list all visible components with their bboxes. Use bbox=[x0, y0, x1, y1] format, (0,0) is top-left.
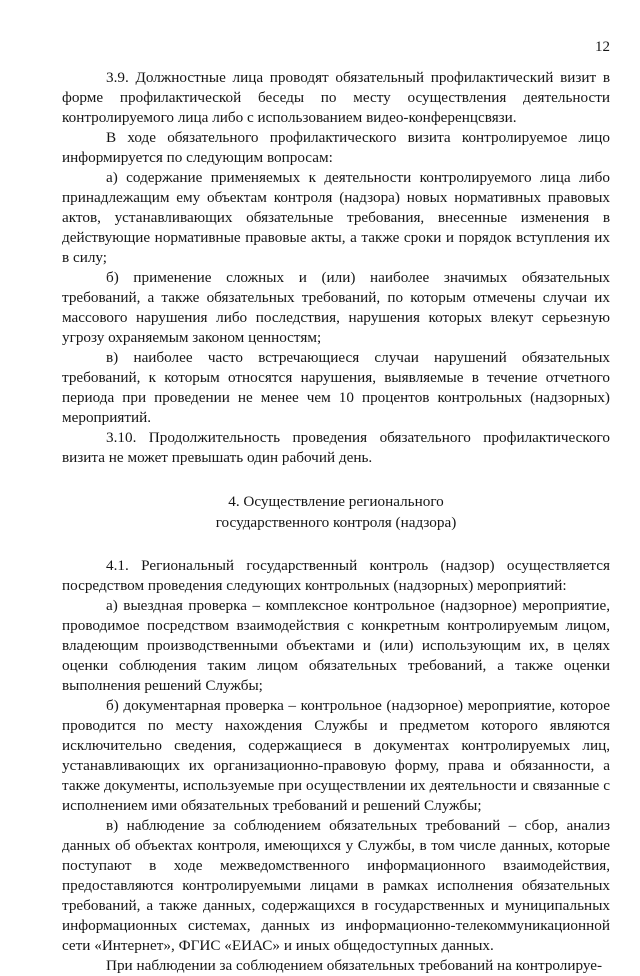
paragraph-item-b-document-inspection: б) документарная проверка – контрольное (надзорное) мероприятие, которое проводится по месту нахождения Службы и предметом которого являются исключительно сведения, содержащиеся в документах контролируемых лиц, устанавливающих их организационно-правовую форму, права и обязанности, а также документы, используемые при осуществлении их деятельности и связанные с исполнением ими обязательных требований и решений Службы; bbox=[62, 697, 610, 814]
paragraph-4-1: 4.1. Региональный государственный контроль (надзор) осуществляется посредством проведения следующих контрольных (надзорных) мероприятий: bbox=[62, 557, 610, 594]
paragraph-item-a-onsite-inspection: а) выездная проверка – комплексное контрольное (надзорное) мероприятие, проводимое посредством взаимодействия с конкретным контролируемым лицом, владеющим производственными объектами и (или) использующим их, в целях оценки соблюдения таким лицом обязательных требований, а также оценки выполнения решений Службы; bbox=[62, 597, 610, 694]
section-heading bbox=[62, 491, 610, 533]
page-number: 12 bbox=[595, 39, 610, 55]
paragraph-3-10: 3.10. Продолжительность проведения обязательного профилактического визита не может превышать один рабочий день. bbox=[62, 429, 610, 466]
paragraph-3-9: 3.9. Должностные лица проводят обязательный профилактический визит в форме профилактической беседы по месту осуществления деятельности контролируемого лица либо с использованием видео-конференцсвязи. bbox=[62, 69, 610, 126]
paragraph-monitoring-continued: При наблюдении за соблюдением обязательных требований на контролируе- bbox=[106, 957, 603, 974]
document-content bbox=[62, 68, 610, 976]
paragraph-item-v-monitoring: в) наблюдение за соблюдением обязательных требований – сбор, анализ данных об объектах контроля, имеющихся у Службы, в том числе данных, которые поступают в ходе межведомственного информационного взаимодействия, предоставляются контролируемыми лицами в рамках исполнения обязательных требований, а также данных, содержащихся в государственных и муниципальных информационных системах, данных из информационно-телекоммуникационной сети «Интернет», ФГИС «ЕИАС» и иных общедоступных данных. bbox=[62, 817, 610, 954]
paragraph-item-b-requirements: б) применение сложных и (или) наиболее значимых обязательных требований, а также обязательных требований, по которым отмечены случаи их массового нарушения либо последствия, нарушения которых влекут серьезную угрозу охраняемым законом ценностям; bbox=[62, 269, 610, 346]
section-heading-line-1: 4. Осуществление регионального bbox=[228, 493, 444, 510]
paragraph-item-v-violations: в) наиболее часто встречающиеся случаи нарушений обязательных требований, к которым относятся нарушения, выявляемые в течение отчетного периода при проведении не менее чем 10 процентов контрольных (надзорных) мероприятий. bbox=[62, 349, 610, 426]
paragraph-item-a-regulations: а) содержание применяемых к деятельности контролируемого лица либо принадлежащим ему объектам контроля (надзора) новых нормативных правовых актов, устанавливающих обязательные требования, внесенные изменения в действующие нормативные правовые акты, а также сроки и порядок вступления их в силу; bbox=[62, 169, 610, 266]
section-heading-line-2: государственного контроля (надзора) bbox=[215, 514, 457, 531]
paragraph-visit-info: В ходе обязательного профилактического визита контролируемое лицо информируется по следующим вопросам: bbox=[62, 129, 610, 166]
